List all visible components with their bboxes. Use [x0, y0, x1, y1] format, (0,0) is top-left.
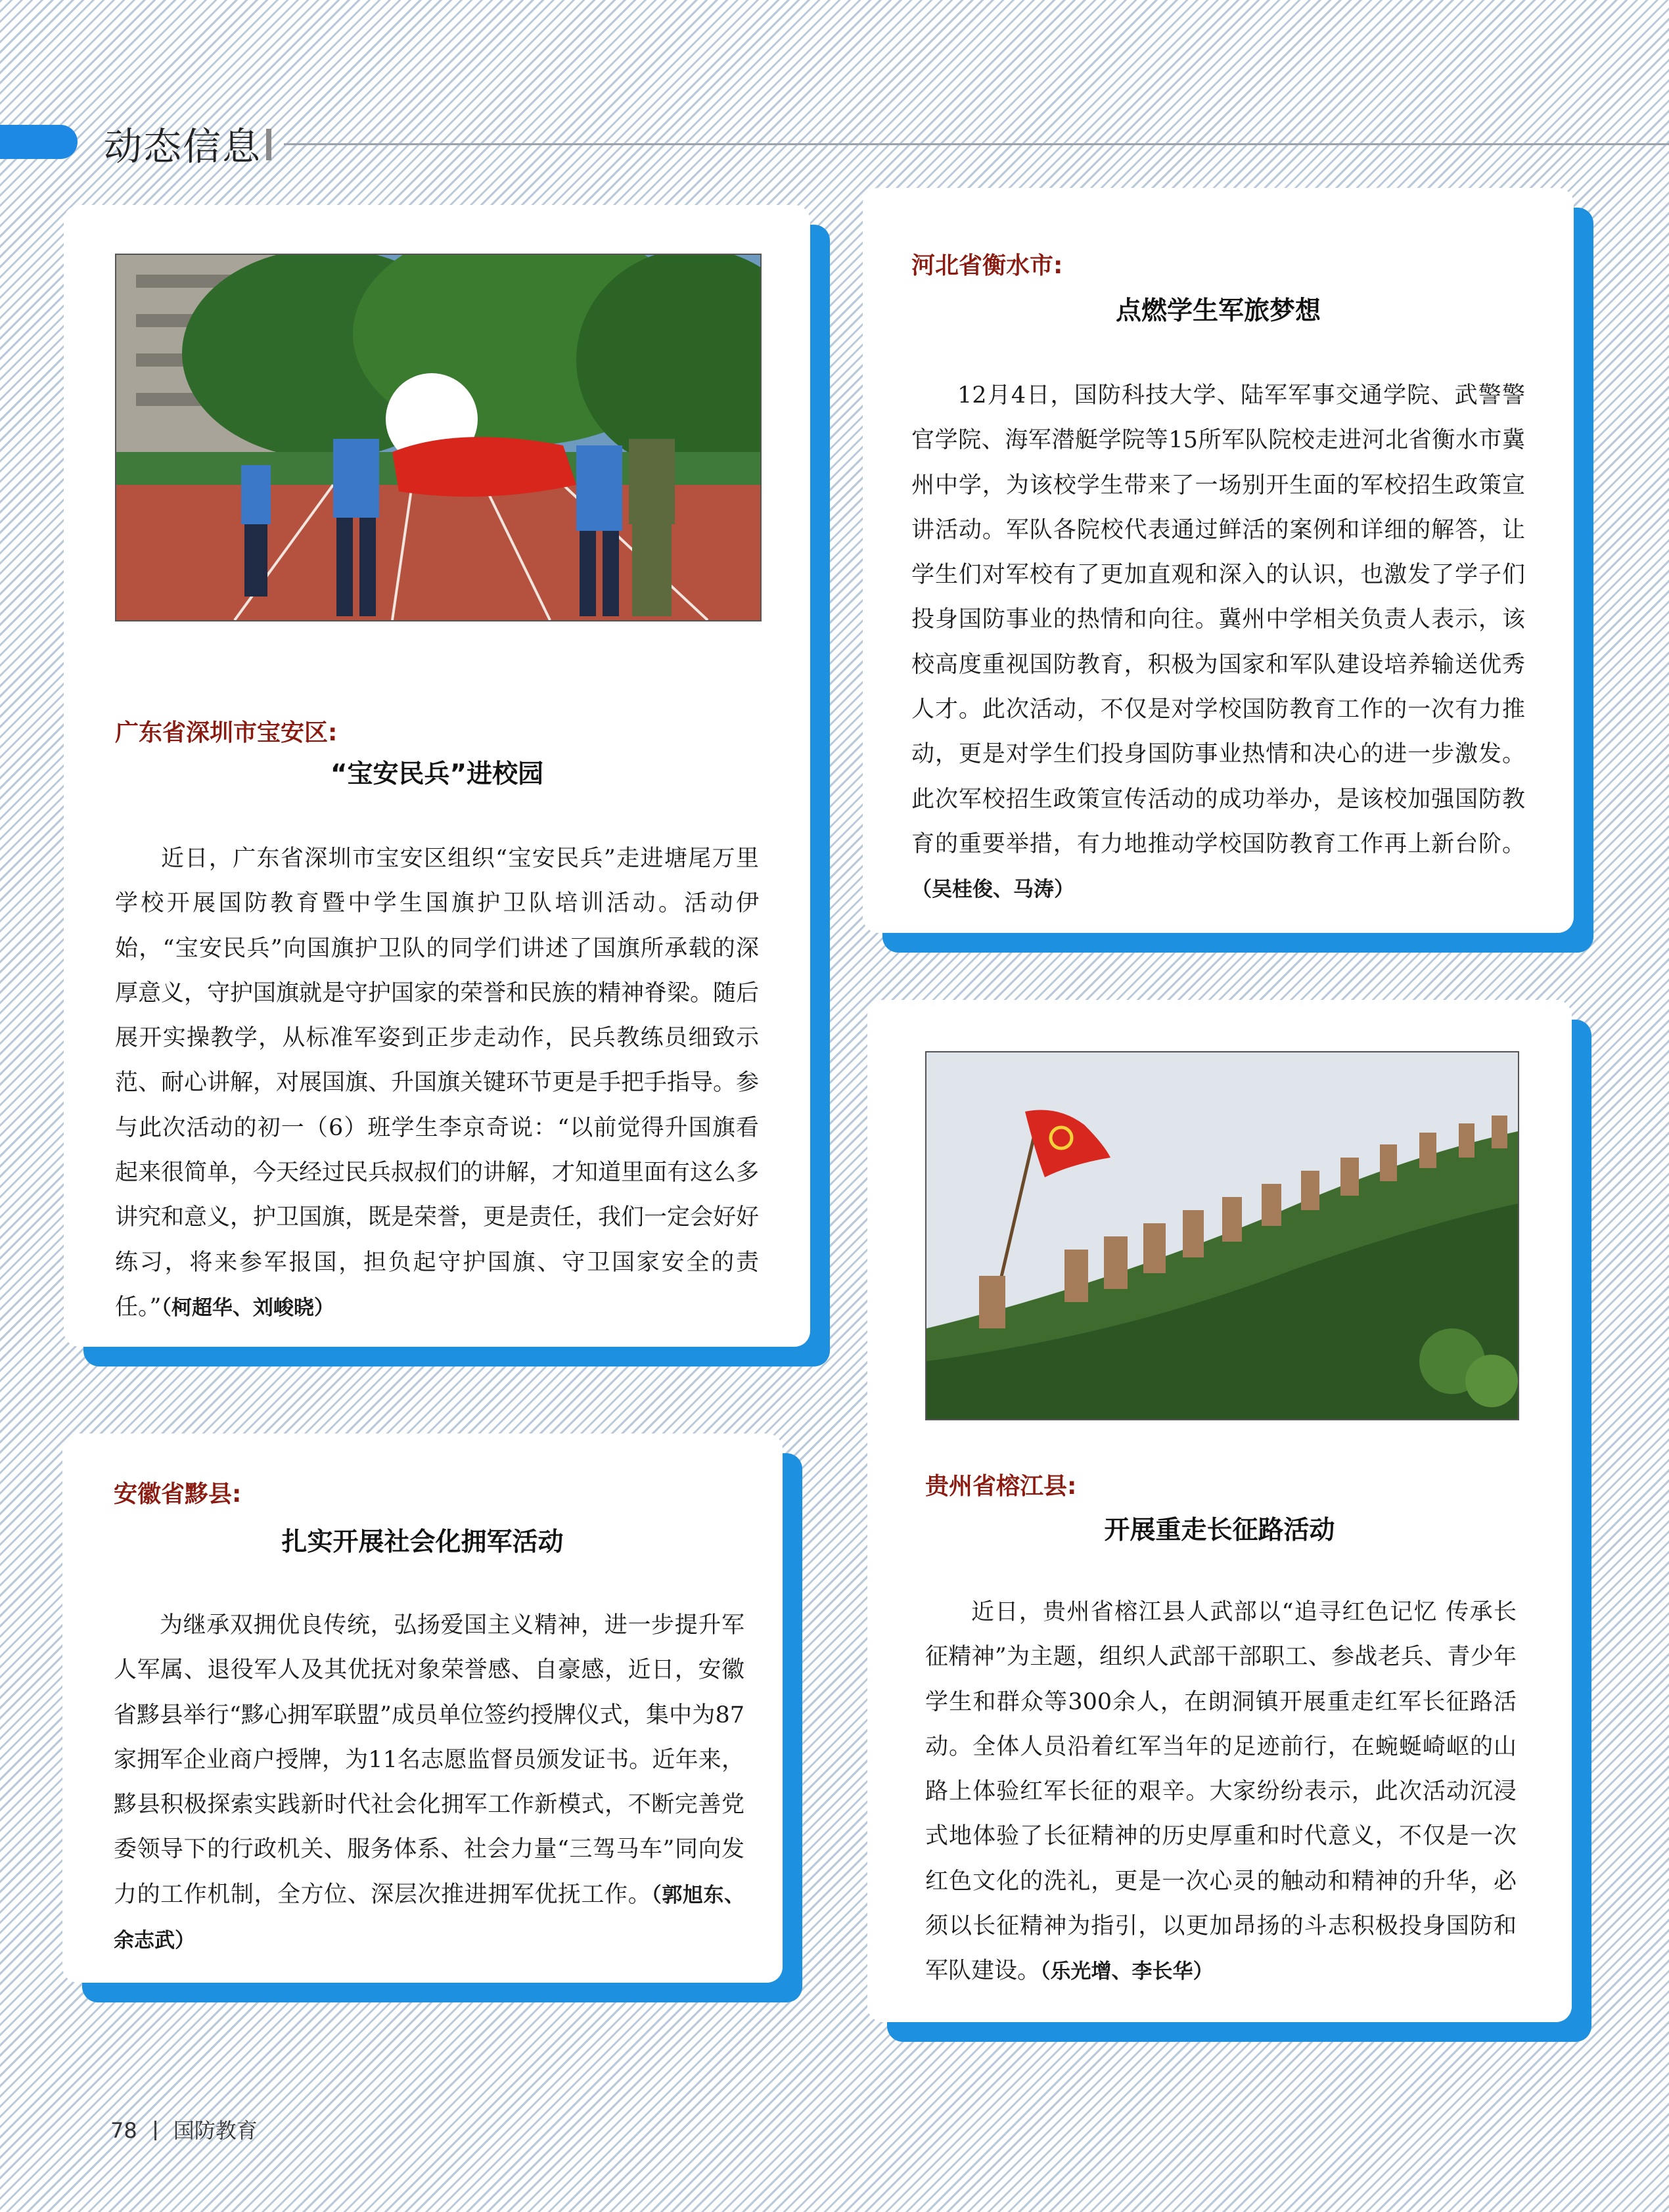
article-author: （吴桂俊、马涛） [911, 878, 1074, 902]
card-body [62, 1433, 783, 1983]
section-title: 动态信息 [104, 124, 262, 169]
magazine-name: 国防教育 [173, 2118, 258, 2143]
header-rule [284, 143, 1669, 145]
article-region: 贵州省榕江县: [925, 1473, 1077, 1500]
article-card-rongjiang [867, 1000, 1572, 2022]
article-region: 广东省深圳市宝安区: [115, 719, 338, 746]
article-body [114, 1603, 744, 1963]
article-title: “宝安民兵”进校园 [330, 759, 544, 789]
long-march-photo [925, 1051, 1519, 1420]
article-card-shenzhen [64, 205, 810, 1347]
article-card-yixian [62, 1433, 783, 1983]
article-body [925, 1590, 1517, 1995]
article-text: 12月4日，国防科技大学、陆军军事交通学院、武警警官学院、海军潜艇学院等15所军队院校走进河北省衡水市冀州中学，为该校学生带来了一场别开生面的军校招生政策宣讲活动。军队各院校代表通过鲜活的案例和详细的解答，让学生们对军校有了更加直观和深入的认识，也激发了学子们投身国防事业的热情和向往。冀州中学相关负责人表示，该校高度重视国防教育，积极为国家和军队建设培养输送优秀人才。此次活动，不仅是对学校国防教育工作的一次有力推动，更是对学生们投身国防事业热情和决心的进一步激发。此次军校招生政策宣传活动的成功举办，是该校加强国防教育的重要举措，有力地推动学校国防教育工作再上新台阶。 [911, 382, 1525, 857]
article-title: 开展重走长征路活动 [1104, 1516, 1335, 1545]
section-title-divider [266, 129, 271, 160]
section-tab-marker [0, 125, 78, 159]
article-title: 点燃学生军旅梦想 [1115, 296, 1321, 326]
article-text: 近日，广东省深圳市宝安区组织“宝安民兵”走进塘尾万里学校开展国防教育暨中学生国旗护卫队培训活动。活动伊始，“宝安民兵”向国旗护卫队的同学们讲述了国旗所承载的深厚意义，守护国旗就是守护国家的荣誉和民族的精神脊梁。随后展开实操教学，从标准军姿到正步走动作，民兵教练员细致示范、耐心讲解，对展国旗、升国旗关键环节更是手把手指导。参与此次活动的初一（6）班学生李京奇说：“以前觉得升国旗看起来很简单，今天经过民兵叔叔们的讲解，才知道里面有这么多讲究和意义，护卫国旗，既是荣誉，更是责任，我们一定会好好练习，将来参军报国，担负起守护国旗、守卫国家安全的责任。” [115, 846, 760, 1320]
article-title: 扎实开展社会化拥军活动 [281, 1527, 564, 1557]
article-author: （乐光增、李长华） [1040, 1960, 1214, 1984]
article-body [115, 836, 759, 1330]
article-text: 为继承双拥优良传统，弘扬爱国主义精神，进一步提升军人军属、退役军人及其优抚对象荣誉感、自豪感，近日，安徽省黟县举行“黟心拥军联盟”成员单位签约授牌仪式，集中为87家拥军企业商户授牌，为11名志愿监督员颁发证书。近年来，黟县积极探索实践新时代社会化拥军工作新模式，不断完善党委领导下的行政机关、服务体系、社会力量“三驾马车”同向发力的工作机制，全方位、深层次推进拥军优抚工作。 [114, 1612, 744, 1908]
article-region: 河北省衡水市: [911, 252, 1063, 279]
article-card-hengshui [863, 188, 1574, 933]
footer-divider [154, 2121, 156, 2140]
article-body [911, 373, 1525, 913]
article-author: （郭旭东、余志武） [114, 1883, 744, 1953]
page-footer [110, 2114, 258, 2144]
article-text: 近日，贵州省榕江县人武部以“追寻红色记忆 传承长征精神”为主题，组织人武部干部职工、参战老兵、青少年学生和群众等300余人，在朗洞镇开展重走红军长征路活动。全体人员沿着红军当年的足迹前行，在蜿蜒崎岖的山路上体验红军长征的艰辛。大家纷纷表示，此次活动沉浸式地体验了长征精神的历史厚重和时代意义，不仅是一次红色文化的洗礼，更是一次心灵的触动和精神的升华，必须以长征精神为指引，以更加昂扬的斗志积极投身国防和军队建设。 [925, 1599, 1517, 1985]
card-body [867, 1000, 1572, 2022]
page-number: 78 [110, 2118, 137, 2143]
flag-guard-photo [115, 254, 762, 621]
article-author: （柯超华、刘峻晓） [161, 1296, 334, 1320]
card-body [64, 205, 810, 1347]
article-region: 安徽省黟县: [114, 1481, 242, 1508]
card-body [863, 188, 1574, 933]
